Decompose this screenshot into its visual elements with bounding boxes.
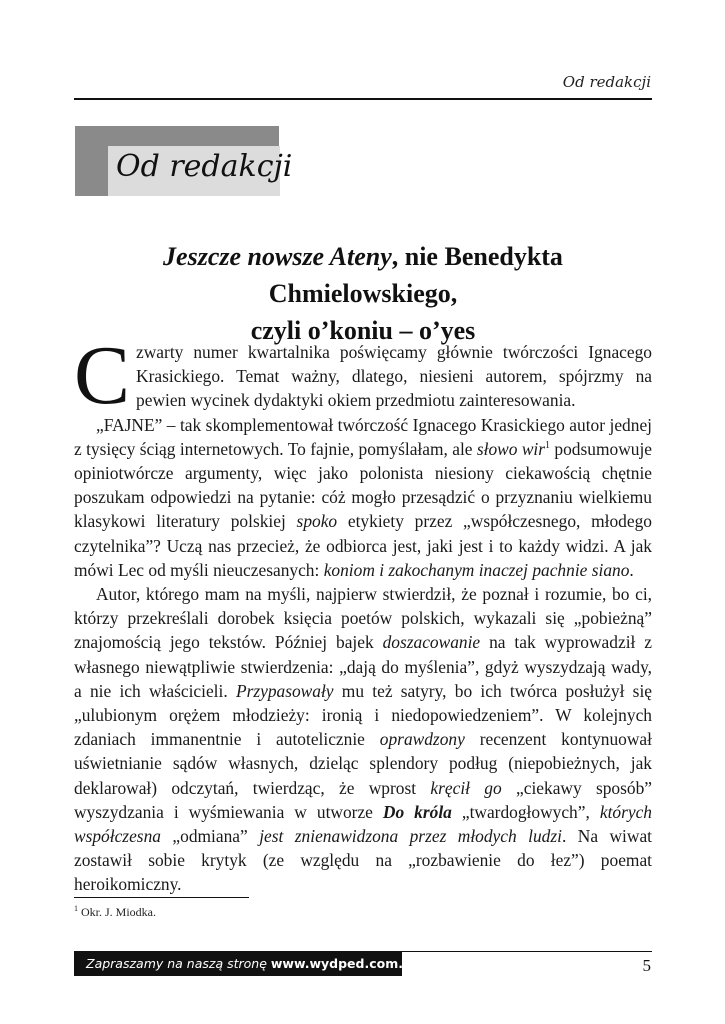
- text-run: .: [629, 559, 634, 580]
- text-run: recenzent kontynuował uświetnianie sądów własnych, dzieląc splendory podług (niepobieżnych, jak deklarował) odczytań, twierdząc, że wprost: [74, 729, 652, 798]
- text-run: „FAJNE” – tak skomplementował twórczość Ignacego Krasickiego autor jednej z tysięcy ściąg internetowych. To fajnie, pomyślałam, ale: [74, 414, 652, 459]
- promo-link[interactable]: www.wydped.com.pl: [270, 956, 417, 971]
- italic-phrase: oprawdzony: [379, 729, 465, 750]
- italic-phrase: doszacowanie: [382, 632, 481, 653]
- running-head-title: Od redakcji: [562, 73, 651, 91]
- paragraph-1-text: zwarty numer kwartalnika poświęcamy głównie twórczości Ignacego Krasickiego. Temat ważny, dlatego, niesieni autorem, spójrzmy na pewien wycinek dydaktyki okiem przedmiotu zainteresowania.: [136, 342, 652, 411]
- italic-phrase: jest znienawidzona przez młodych ludzi: [259, 826, 562, 847]
- footnote-text: Okr. J. Miodka.: [78, 905, 156, 919]
- text-run: podsumowuje opiniotwórcze argumenty, więc jako polonista niesiony ciekawością chętnie poszukam odpowiedzi na pytanie: cóż mogło przesądzić o przyznaniu wielkiemu klasykowi literatury polskiej: [74, 438, 652, 532]
- footnote: [74, 905, 156, 920]
- text-run: na tak wyprowadził z własnego niewątpliwie stwierdzenia: „dają do myślenia”, gdyż wyszydzają wady, a nie ich właścicieli.: [74, 632, 652, 701]
- text-run: Autor, którego mam na myśli, najpierw stwierdził, że poznał i rozumie, bo ci, którzy przekreślali dorobek księcia poetów polskich, wykazali się „pobieżną” znajomością jego tekstów. Później bajek: [74, 584, 652, 653]
- italic-phrase: słowo wir: [476, 438, 546, 459]
- text-run: „odmiana”: [160, 826, 260, 847]
- headline-line1-rest: , nie Benedykta Chmielowskiego,: [268, 242, 563, 308]
- drop-cap: C: [74, 329, 131, 422]
- section-title: Od redakcji: [116, 149, 293, 184]
- promo-text: Zapraszamy na naszą stronę: [86, 956, 271, 971]
- text-run: „ciekawy sposób” wyszydzania i wyśmiewania w utworze: [74, 777, 653, 822]
- italic-phrase: których współczesna: [74, 801, 652, 847]
- page-number: 5: [642, 956, 651, 975]
- italic-phrase: spoko: [296, 511, 338, 532]
- footnote-rule: [74, 897, 249, 898]
- footnote-marker: 1: [545, 440, 551, 452]
- headline-line2: czyli o’koniu – o’yes: [250, 316, 476, 345]
- footnote-number: 1: [74, 904, 78, 913]
- header-rule: [74, 98, 652, 100]
- text-run: „twardogłowych”,: [451, 801, 600, 822]
- article-headline: [74, 238, 652, 349]
- promo-bar: [74, 952, 417, 976]
- italic-phrase: Przypasowały: [235, 680, 334, 701]
- text-run: . Na wiwat zostawił sobie krytyk (ze względu na „rozbawienie do łez”) poemat heroikomiczny.: [74, 826, 652, 895]
- paragraph-3: [74, 582, 652, 897]
- italic-quote: koniom i zakochanym inaczej pachnie siano: [323, 559, 630, 580]
- text-run: mu też satyry, bo ich twórca posłużył się „ulubionym orężem młodzieży: ironią i niedopowiedzeniem”. W kolejnych zdaniach immanentnie i autotelicznie: [74, 680, 652, 750]
- text-run: etykiety przez „współczesnego, młodego czytelnika”? Uczą nas przecież, że odbiorca jest, jaki jest i to każdy widzi. A jak mówi Lec od myśli nieuczesanych:: [74, 511, 652, 580]
- headline-italic-part: Jeszcze nowsze Ateny: [163, 242, 392, 271]
- paragraph-2: [74, 413, 652, 582]
- italic-phrase: kręcił go: [430, 777, 502, 798]
- work-title: Do króla: [382, 801, 452, 822]
